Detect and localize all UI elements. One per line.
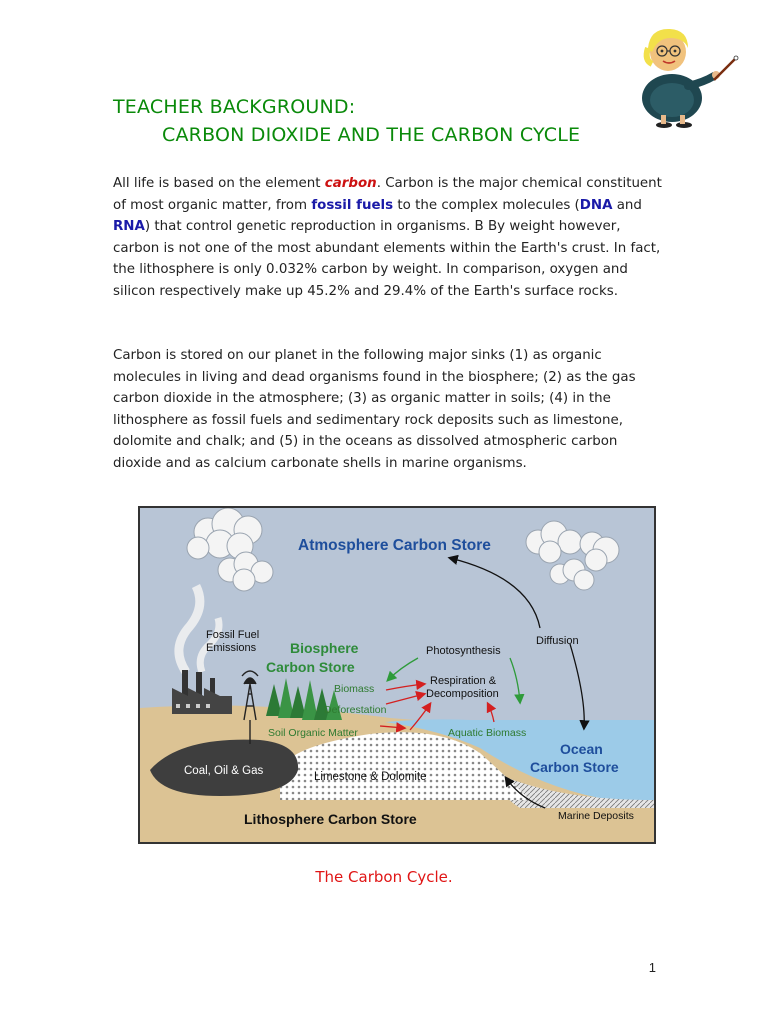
marine-deposits-label: Marine Deposits <box>558 810 634 822</box>
intro-paragraph <box>113 173 663 302</box>
lithosphere-store-label: Lithosphere Carbon Store <box>244 811 417 827</box>
intro-text-3: to the complex molecules ( <box>393 197 580 213</box>
biomass-label: Biomass <box>334 683 375 695</box>
coal-oil-gas-label: Coal, Oil & Gas <box>184 765 264 777</box>
biosphere-store-label-2: Carbon Store <box>266 659 355 675</box>
respiration-label-1: Respiration & <box>430 675 497 687</box>
biosphere-store-label-1: Biosphere <box>290 640 359 656</box>
caption-text: The Carbon Cycle <box>315 868 448 886</box>
deforestation-label: Deforestation <box>324 704 387 716</box>
limestone-dolomite-label: Limestone & Dolomite <box>314 771 427 783</box>
soil-organic-matter-label: Soil Organic Matter <box>268 727 358 739</box>
carbon-cycle-diagram <box>138 506 656 844</box>
intro-text-4: and <box>612 197 642 213</box>
diagram-caption <box>0 868 768 886</box>
fossil-fuel-label-1: Fossil Fuel <box>206 629 260 641</box>
keyword-fossil-fuels: fossil fuels <box>311 197 394 213</box>
carbon-sinks-paragraph: Carbon is stored on our planet in the following major sinks (1) as organic molecules in living and dead organisms found in the biosphere; (2) as the gas carbon dioxide in the atmosphere; (3) as organic matter in soils; (4) in the lithosphere as fossil fuels and sedimentary rock deposits such as limestone, dolomite and chalk; and (5) in the oceans as dissolved atmospheric carbon dioxide and as calcium carbonate shells in marine organisms. <box>113 348 636 471</box>
aquatic-biomass-label: Aquatic Biomass <box>448 727 527 739</box>
intro-text-5: ) that control genetic reproduction in organisms. B By weight however, carbon is not one of the most abundant elements within the Earth's crust. In fact, the lithosphere is only 0.032% carbon by weight. In comparison, oxygen and silicon respectively make up 45.2% and 29.4% of the Earth's surface rocks. <box>113 219 661 299</box>
intro-text-1: All life is based on the element <box>113 176 325 191</box>
caption-period: . <box>447 868 453 886</box>
page-heading-line-1: TEACHER BACKGROUND: <box>113 96 356 118</box>
teacher-cartoon-illustration <box>628 18 746 130</box>
fossil-fuel-label-2: Emissions <box>206 642 257 654</box>
page-heading-line-2: CARBON DIOXIDE AND THE CARBON CYCLE <box>162 124 581 146</box>
keyword-carbon: carbon <box>324 176 377 191</box>
keyword-rna: RNA <box>113 219 145 234</box>
intro-text-2: . Carbon is the major chemical constituent of most organic matter, from <box>113 176 662 213</box>
page-number: 1 <box>648 960 656 975</box>
ocean-store-label-2: Carbon Store <box>530 759 619 775</box>
photosynthesis-label: Photosynthesis <box>426 645 501 657</box>
keyword-dna: DNA <box>579 197 613 213</box>
atmosphere-store-label: Atmosphere Carbon Store <box>298 537 491 554</box>
ocean-store-label-1: Ocean <box>560 741 603 757</box>
diffusion-label: Diffusion <box>536 635 579 647</box>
respiration-label-2: Decomposition <box>426 688 499 700</box>
